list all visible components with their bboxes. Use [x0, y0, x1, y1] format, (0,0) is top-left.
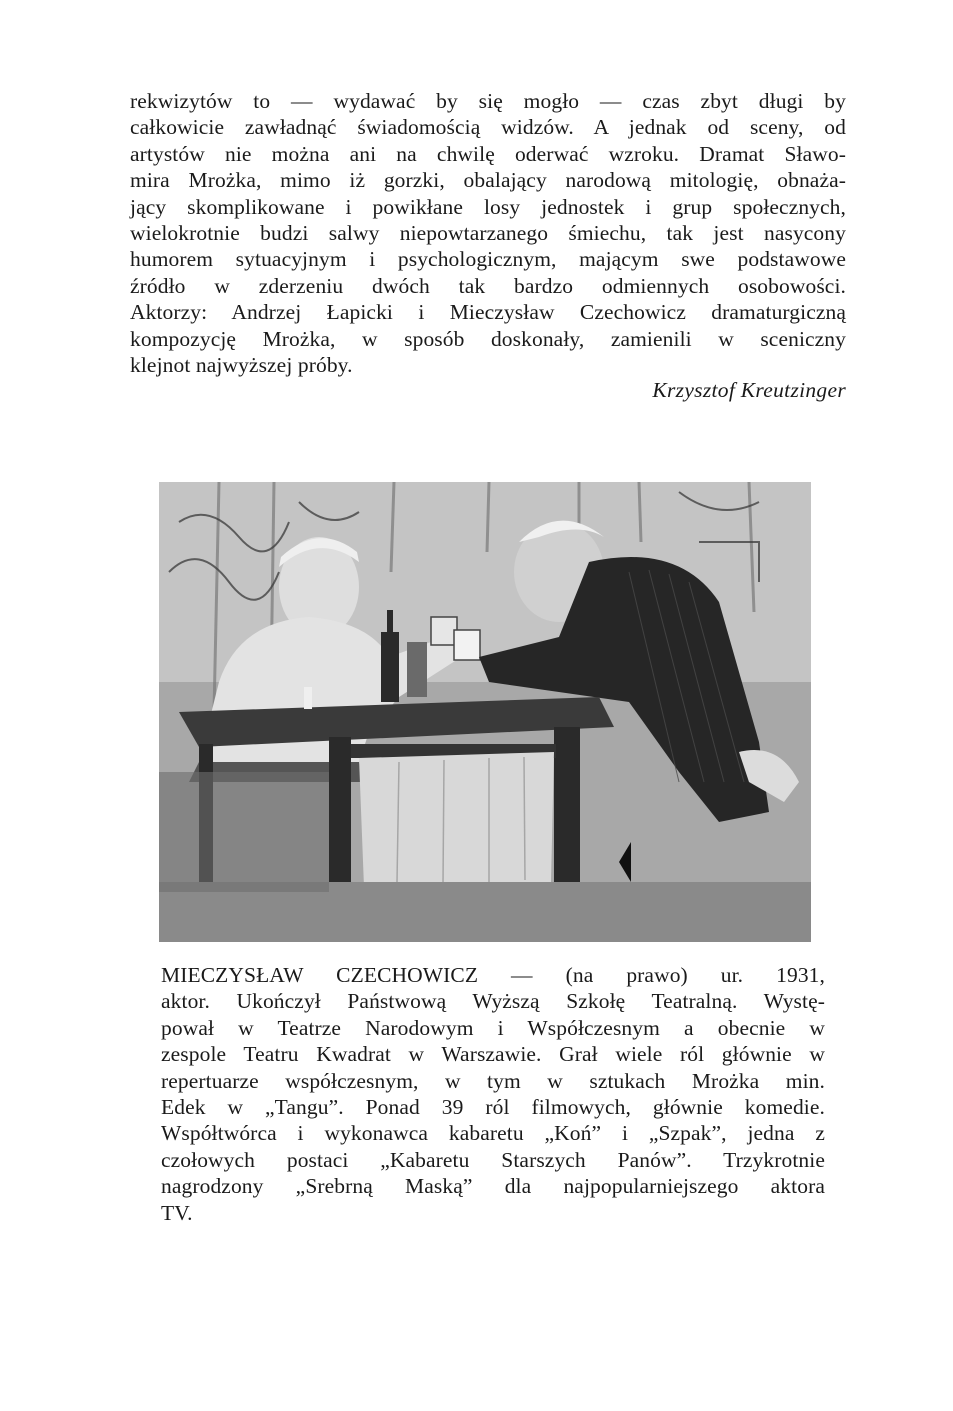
article-line: Aktorzy: Andrzej Łapicki i Mieczysław Czechowicz dramaturgiczną — [130, 300, 846, 325]
caption-line: Edek w „Tangu”. Ponad 39 ról filmowych, głównie komedie. — [161, 1095, 825, 1120]
article-line: humorem sytuacyjnym i psychologicznym, mającym swe podstawowe — [130, 247, 846, 272]
caption-line: aktor. Ukończył Państwową Wyższą Szkołę Teatralną. Wystę- — [161, 989, 825, 1014]
caption-line: MIECZYSŁAW CZECHOWICZ — (na prawo) ur. 1931, — [161, 963, 825, 987]
article-line: klejnot najwyższej próby. — [130, 353, 353, 378]
article-line: jący skomplikowane i powikłane losy jednostek i grup społecznych, — [130, 194, 846, 219]
caption-line: nagrodzony „Srebrną Maską” dla najpopularniejszego aktora — [161, 1174, 825, 1199]
article-line: mira Mrożka, mimo iż gorzki, obalający narodową mitologię, obnaża- — [130, 168, 846, 193]
article-line: artystów nie można ani na chwilę oderwać wzroku. Dramat Sławo- — [130, 141, 846, 166]
caption-line: pował w Teatrze Narodowym i Współczesnym a obecnie w — [161, 1015, 825, 1040]
author-signature: Krzysztof Kreutzinger — [652, 378, 846, 402]
caption-line: repertuarze współczesnym, w tym w sztukach Mrożka min. — [161, 1068, 825, 1093]
caption-line: czołowych postaci „Kabaretu Starszych Panów”. Trzykrotnie — [161, 1147, 825, 1172]
article-text — [130, 88, 846, 378]
article-line: wielokrotnie budzi salwy niepowtarzanego śmiechu, tak jest nasycony — [130, 221, 846, 246]
article-line: całkowicie zawładnąć świadomością widzów. A jednak od sceny, od — [130, 115, 846, 140]
article-line: źródło w zderzeniu dwóch tak bardzo odmiennych osobowości. — [130, 273, 846, 298]
photo-caption — [161, 962, 825, 1226]
caption-line: Współtwórca i wykonawca kabaretu „Koń” i „Szpak”, jedna z — [161, 1121, 825, 1146]
article-line: rekwizytów to — wydawać by się mogło — czas zbyt długi by — [130, 89, 846, 113]
caption-line: TV. — [161, 1200, 193, 1225]
caption-line: zespole Teatru Kwadrat w Warszawie. Grał wiele ról głównie w — [161, 1042, 825, 1067]
stage-photo — [159, 482, 811, 942]
article-line: kompozycję Mrożka, w sposób doskonały, zamienili w sceniczny — [130, 326, 846, 351]
